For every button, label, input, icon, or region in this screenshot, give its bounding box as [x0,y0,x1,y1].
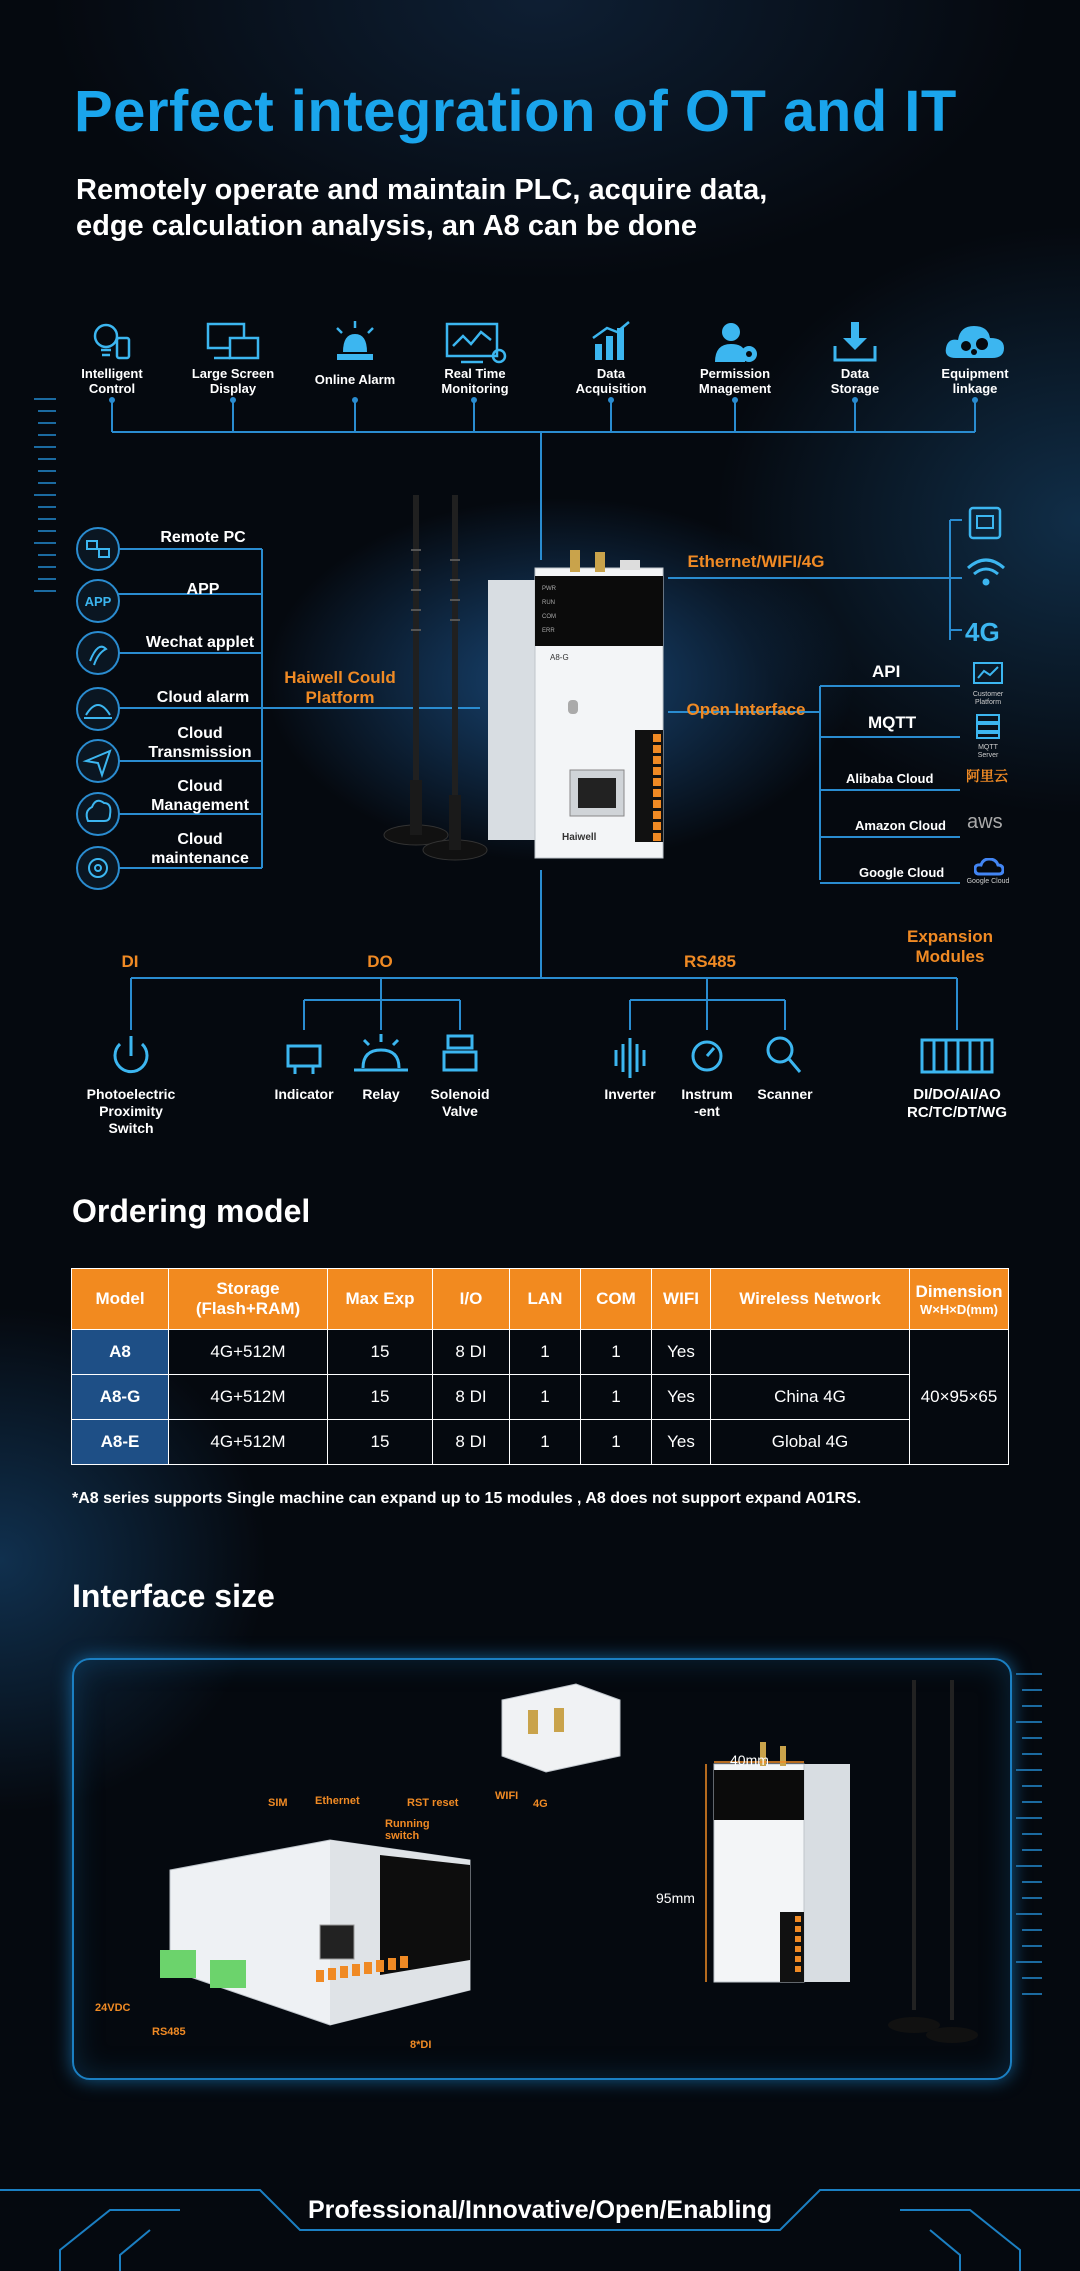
monitor-chart-icon [441,318,509,366]
network-4g-label: 4G [965,617,1000,647]
bottom-label: Relay [362,1086,400,1102]
cell-com: 1 [581,1420,652,1465]
service-cloud-maintenance [138,830,262,868]
cloud-alibaba [846,770,1021,788]
service-label: maintenance [151,850,249,867]
service-label: APP [186,581,220,598]
th-wireless: Wireless Network [711,1269,910,1330]
dim-height: 95mm [656,1890,695,1906]
callout-4g: 4G [533,1798,548,1810]
cell-model: A8-G [72,1375,169,1420]
cell-wireless: China 4G [711,1375,910,1420]
customer-platform-icon [971,660,1005,686]
cell-wireless: Global 4G [711,1420,910,1465]
cloud-amazon [855,811,1020,835]
cell-storage: 4G+512M [169,1330,328,1375]
cell-max-exp: 15 [328,1420,433,1465]
mqtt-server-line1: MQTT [978,744,998,751]
api-label: API [872,662,901,681]
func-label-1: Equipment [941,366,1009,381]
func-online-alarm [290,318,420,387]
group-expansion [890,927,1010,967]
cloud-label: Alibaba Cloud [846,771,934,786]
callout-sim: SIM [268,1797,288,1809]
service-label: Cloud alarm [156,689,250,706]
service-wechat [138,633,262,652]
func-permission [670,318,800,396]
th-dimension-line1: Dimension [915,1281,1003,1301]
func-label-1: Large Screen [191,366,275,381]
gauge-icon [693,1042,721,1070]
customer-platform-line1: Customer [972,691,1004,698]
customer-platform-line2: Platform [974,699,1002,706]
th-lan: LAN [510,1269,581,1330]
cell-com: 1 [581,1375,652,1420]
expansion-line2: Modules [915,947,985,966]
cell-com: 1 [581,1330,652,1375]
func-intelligent-control [47,318,177,396]
user-gear-icon [707,318,763,366]
device-perspective [140,1810,520,2060]
led-label: PWR [542,586,556,592]
service-label: Cloud [177,831,223,848]
ethernet-port-icon [970,508,1000,538]
download-tray-icon [827,318,883,366]
cell-wifi: Yes [652,1375,711,1420]
bottom-label: Indicator [274,1086,334,1102]
footer-slogan: Professional/Innovative/Open/Enabling [308,2196,772,2224]
right-tick-scale [1012,1670,1048,2000]
cell-lan: 1 [510,1330,581,1375]
network-label: Ethernet/WIFI/4G [687,552,825,571]
service-cloud-alarm [148,688,258,707]
func-label-2: Monitoring [441,381,509,396]
ordering-table [71,1268,1009,1465]
svg-text:APP: APP [84,594,112,609]
bottom-label: Switch [108,1120,154,1136]
device-front-view [700,1680,980,2060]
bottom-relay [346,1086,416,1103]
bottom-label: Photoelectric [86,1086,176,1102]
alarm-light-icon [327,318,383,366]
func-label-2: Storage [830,381,880,396]
func-large-screen [168,318,298,396]
lightbulb-phone-icon [84,318,140,366]
cell-max-exp: 15 [328,1375,433,1420]
cell-wifi: Yes [652,1420,711,1465]
callout-24vdc: 24VDC [95,2002,131,2014]
callout-8di: 8*DI [410,2039,432,2051]
service-remote-pc [148,528,258,547]
cell-model: A8-E [72,1420,169,1465]
table-header-row [72,1269,1009,1330]
screens-icon [202,318,264,366]
th-storage [169,1269,328,1330]
group-rs485: RS485 [684,952,736,971]
cell-lan: 1 [510,1375,581,1420]
device-brand: Haiwell [562,832,597,843]
table-row [72,1330,1009,1375]
cloud-gears-icon [942,318,1008,366]
func-label-2: linkage [952,381,998,396]
dim-width: 40mm [730,1752,769,1768]
mqtt-server-line2: Server [977,752,999,759]
platform-line2: Platform [305,688,375,707]
customer-platform [962,660,1014,707]
antenna-left [384,495,448,845]
server-icon [973,713,1003,739]
func-equipment-linkage [910,318,1040,396]
device-illustration [370,490,680,880]
func-label-2: Mnagement [698,381,772,396]
service-label: Management [151,797,249,814]
th-com: COM [581,1269,652,1330]
service-cloud-management [138,777,262,815]
func-label-1: Real Time [444,366,506,381]
indicator-icon [288,1046,320,1074]
cloud-label: Google Cloud [859,865,945,880]
bar-chart-icon [583,318,639,366]
bottom-label: Valve [442,1103,478,1119]
cell-io: 8 DI [433,1375,510,1420]
th-wifi: WIFI [652,1269,711,1330]
relay-icon [354,1034,408,1070]
group-do: DO [367,952,393,971]
bottom-label: Scanner [757,1086,813,1102]
open-interface-label: Open Interface [686,700,806,719]
func-real-time-monitoring [410,318,540,396]
interface-heading: Interface size [72,1578,275,1614]
func-label-2: Acquisition [575,381,647,396]
bottom-label: Proximity [99,1103,163,1119]
device-model-label: A8-G [550,653,569,662]
bottom-label: -ent [694,1103,720,1119]
subtitle-line-1: Remotely operate and maintain PLC, acquire data, [76,174,768,206]
scanner-icon [768,1038,800,1072]
service-label: Cloud [177,725,223,742]
bottom-label: RC/TC/DT/WG [907,1104,1007,1121]
alibaba-logo: 阿里云 [966,768,1008,784]
page-title: Perfect integration of OT and IT [74,79,957,144]
callout-running-line2: switch [385,1830,420,1842]
cell-model: A8 [72,1330,169,1375]
th-io: I/O [433,1269,510,1330]
cloud-label: Amazon Cloud [855,818,946,833]
service-label: Remote PC [160,529,246,546]
callout-rs485: RS485 [152,2026,186,2038]
service-label: Transmission [148,744,252,761]
google-cloud-icon [974,858,1004,878]
func-label-1: Permission [699,366,771,381]
bottom-instrument [667,1086,747,1120]
cell-storage: 4G+512M [169,1420,328,1465]
th-max-exp: Max Exp [328,1269,433,1330]
platform-line1: Haiwell Could [284,668,396,687]
wifi-icon [968,560,1004,584]
inverter-icon [616,1038,644,1078]
bottom-indicator [259,1086,349,1103]
antenna-right [423,495,487,860]
google-cloud-logo: Google Cloud [966,878,1010,885]
bottom-label: DI/DO/AI/AO [913,1086,1001,1103]
cell-wireless [711,1330,910,1375]
service-app [148,580,258,599]
left-service-circles [74,525,122,895]
mqtt-server [962,713,1014,760]
cell-storage: 4G+512M [169,1375,328,1420]
table-row [72,1420,1009,1465]
func-label-1: Intelligent [81,366,143,381]
callout-running [385,1818,430,1842]
device-top-view [496,1680,626,1780]
th-model: Model [72,1269,169,1330]
led-label: RUN [542,600,555,606]
aws-logo: aws [967,811,1003,833]
cell-io: 8 DI [433,1420,510,1465]
group-di: DI [121,952,139,971]
bottom-label: Inverter [604,1086,656,1102]
func-data-acquisition [546,318,676,396]
service-label: Wechat applet [145,634,255,651]
callout-wifi: WIFI [495,1790,519,1802]
th-storage-line1: Storage [216,1279,280,1298]
func-label-1: Data [840,366,870,381]
led-label: ERR [542,628,555,634]
mqtt-label: MQTT [868,713,917,732]
table-row [72,1375,1009,1420]
cell-io: 8 DI [433,1330,510,1375]
func-label-2: Control [88,381,136,396]
service-cloud-transmission [138,724,262,762]
service-circles [74,525,122,895]
ordering-note: *A8 series supports Single machine can expand up to 15 modules , A8 does not support expand A01RS. [72,1490,862,1507]
bottom-expansion [887,1086,1027,1122]
th-dimension [910,1269,1009,1330]
th-storage-line2: (Flash+RAM) [195,1299,301,1318]
ordering-heading: Ordering model [72,1193,311,1229]
cloud-google [859,864,1024,885]
bottom-photoelectric [66,1086,196,1137]
bottom-label: Instrum [681,1086,733,1102]
callout-rst: RST reset [407,1797,459,1809]
cell-lan: 1 [510,1420,581,1465]
func-data-storage [790,318,920,396]
cell-max-exp: 15 [328,1330,433,1375]
bottom-solenoid [420,1086,500,1120]
valve-icon [444,1036,476,1070]
th-dimension-line2: W×H×D(mm) [919,1301,998,1317]
modules-icon [922,1040,992,1072]
func-label-1: Data [596,366,626,381]
bottom-icons [0,1030,1080,1086]
func-label-1: Online Alarm [314,372,396,387]
callout-ethernet: Ethernet [315,1795,360,1807]
led-label: COM [542,614,556,620]
cell-dimension: 40×95×65 [910,1330,1009,1465]
func-label-2: Display [209,381,257,396]
bottom-scanner [745,1086,825,1103]
bottom-label: Solenoid [430,1086,490,1102]
service-label: Cloud [177,778,223,795]
bottom-inverter [590,1086,670,1103]
subtitle-line-2: edge calculation analysis, an A8 can be done [76,210,698,242]
expansion-line1: Expansion [907,927,993,946]
callout-running-line1: Running [385,1818,430,1830]
cell-wifi: Yes [652,1330,711,1375]
